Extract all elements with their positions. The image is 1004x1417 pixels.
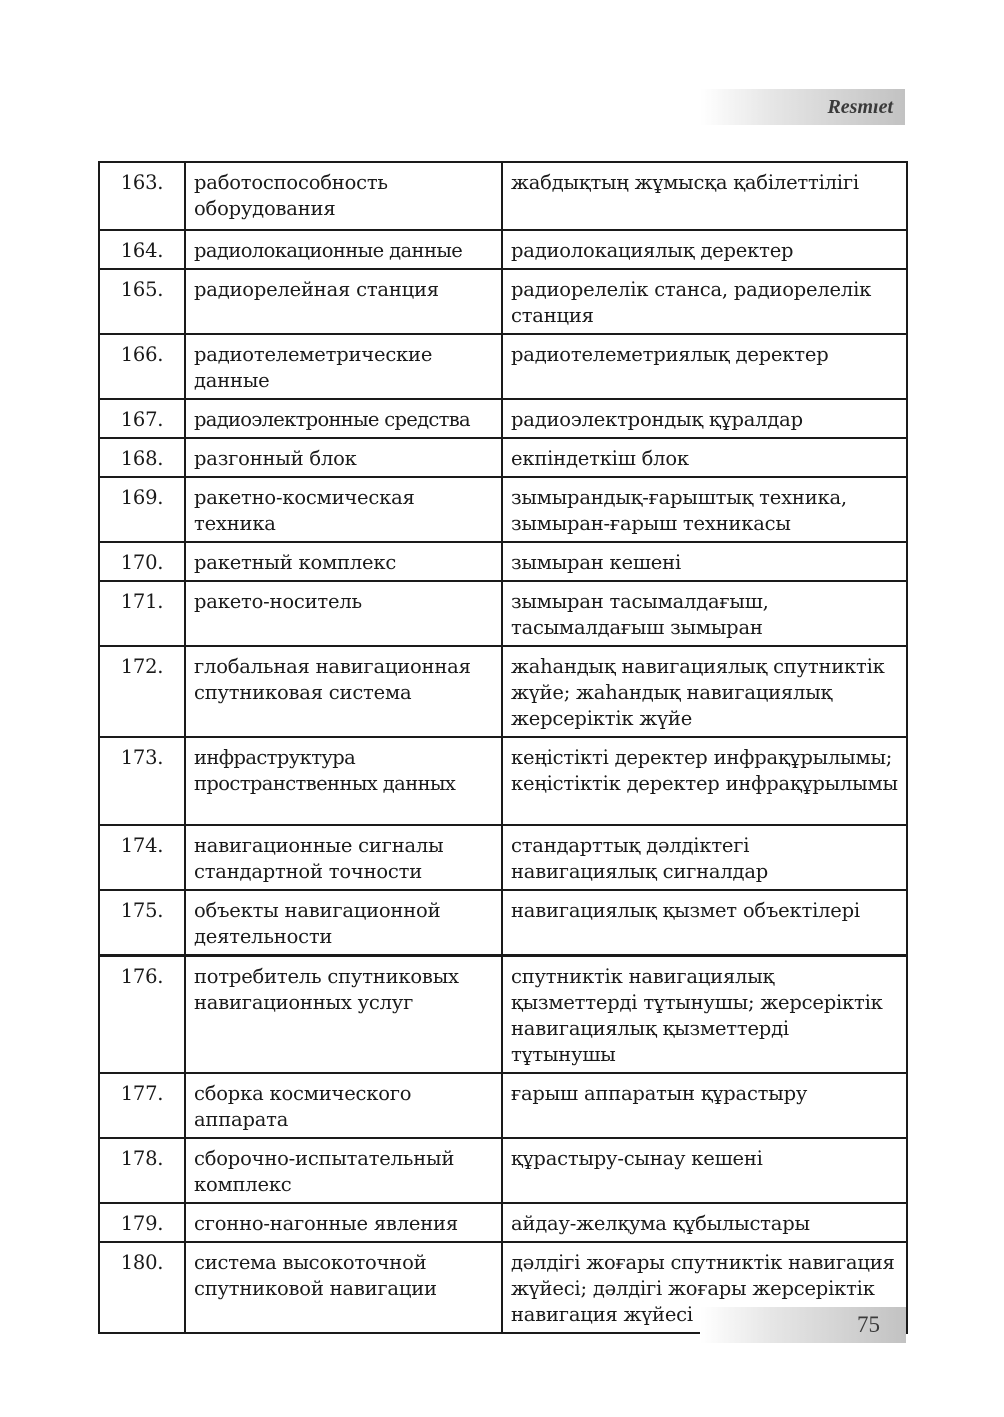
term-number: 178.	[99, 1138, 185, 1203]
term-russian: радиолокационные данные	[185, 230, 502, 269]
term-number: 169.	[99, 477, 185, 542]
term-number: 172.	[99, 646, 185, 737]
table-row	[99, 890, 907, 956]
term-russian: сгонно-нагонные явления	[185, 1203, 502, 1242]
table-row	[99, 646, 907, 737]
term-number: 179.	[99, 1203, 185, 1242]
term-kazakh: ғарыш аппаратын құрастыру	[502, 1073, 907, 1138]
page-number: 75	[857, 1312, 880, 1337]
term-russian: ракетный комплекс	[185, 542, 502, 581]
table-row	[99, 477, 907, 542]
running-header-title: Resmıet	[827, 95, 893, 118]
term-number: 164.	[99, 230, 185, 269]
term-kazakh: жабдықтың жұмысқа қабілеттілігі	[502, 162, 907, 230]
term-kazakh: навигациялық қызмет объектілері	[502, 890, 907, 956]
term-number: 168.	[99, 438, 185, 477]
term-number: 177.	[99, 1073, 185, 1138]
term-kazakh: құрастыру-сынау кешені	[502, 1138, 907, 1203]
term-number: 171.	[99, 581, 185, 646]
term-kazakh: дәлдігі жоғары спутниктік навигация жүйесі; дәлдігі жоғары жерсеріктік навигация жүйесі	[502, 1242, 907, 1333]
term-kazakh: радиотелеметриялық деректер	[502, 334, 907, 399]
table-row	[99, 956, 907, 1074]
table-row	[99, 1138, 907, 1203]
table-row	[99, 542, 907, 581]
table-row	[99, 438, 907, 477]
term-number: 167.	[99, 399, 185, 438]
term-number: 170.	[99, 542, 185, 581]
page-number-tab	[700, 1307, 906, 1343]
term-kazakh: жаһандық навигациялық спутниктік жүйе; жаһандық навигациялық жерсеріктік жүйе	[502, 646, 907, 737]
term-russian: глобальная навигационная спутниковая система	[185, 646, 502, 737]
table-row	[99, 1073, 907, 1138]
table-row	[99, 399, 907, 438]
term-russian: ракетно-космическая техника	[185, 477, 502, 542]
term-kazakh: спутниктік навигациялық қызметтерді тұтынушы; жерсеріктік навигациялық қызметтерді тұтынушы	[502, 956, 907, 1074]
term-number: 176.	[99, 956, 185, 1074]
term-kazakh: стандарттық дәлдіктегі навигациялық сигналдар	[502, 825, 907, 890]
term-kazakh: айдау-желқума құбылыстары	[502, 1203, 907, 1242]
term-russian: сборочно-испытательный комплекс	[185, 1138, 502, 1203]
table-row	[99, 230, 907, 269]
term-russian: радиоэлектронные средства	[185, 399, 502, 438]
term-kazakh: зымырандық-ғарыштық техника, зымыран-ғарыш техникасы	[502, 477, 907, 542]
term-russian: ракето-носитель	[185, 581, 502, 646]
table-row	[99, 737, 907, 825]
table-row	[99, 334, 907, 399]
term-russian: радиотелеметрические данные	[185, 334, 502, 399]
term-number: 180.	[99, 1242, 185, 1333]
running-header	[700, 89, 905, 125]
term-russian: потребитель спутниковых навигационных услуг	[185, 956, 502, 1074]
term-number: 166.	[99, 334, 185, 399]
term-kazakh: радиолокациялық деректер	[502, 230, 907, 269]
term-number: 165.	[99, 269, 185, 334]
table-row	[99, 825, 907, 890]
term-kazakh: зымыран кешені	[502, 542, 907, 581]
term-russian: инфраструктура пространственных данных	[185, 737, 502, 825]
table-row	[99, 162, 907, 230]
table-row	[99, 581, 907, 646]
term-number: 174.	[99, 825, 185, 890]
term-russian: работоспособность оборудования	[185, 162, 502, 230]
term-number: 163.	[99, 162, 185, 230]
term-russian: радиорелейная станция	[185, 269, 502, 334]
table-row	[99, 1203, 907, 1242]
term-kazakh: екпіндеткіш блок	[502, 438, 907, 477]
term-kazakh: радиорелелік станса, радиорелелік станция	[502, 269, 907, 334]
term-russian: сборка космического аппарата	[185, 1073, 502, 1138]
term-russian: объекты навигационной деятельности	[185, 890, 502, 956]
term-number: 175.	[99, 890, 185, 956]
term-kazakh: зымыран тасымалдағыш, тасымалдағыш зымыран	[502, 581, 907, 646]
table-row	[99, 269, 907, 334]
term-kazakh: кеңістікті деректер инфрақұрылымы; кеңістіктік деректер инфрақұрылымы	[502, 737, 907, 825]
term-russian: навигационные сигналы стандартной точности	[185, 825, 502, 890]
term-russian: разгонный блок	[185, 438, 502, 477]
term-kazakh: радиоэлектрондық құралдар	[502, 399, 907, 438]
term-number: 173.	[99, 737, 185, 825]
term-russian: система высокоточной спутниковой навигации	[185, 1242, 502, 1333]
glossary-table	[98, 161, 908, 1334]
